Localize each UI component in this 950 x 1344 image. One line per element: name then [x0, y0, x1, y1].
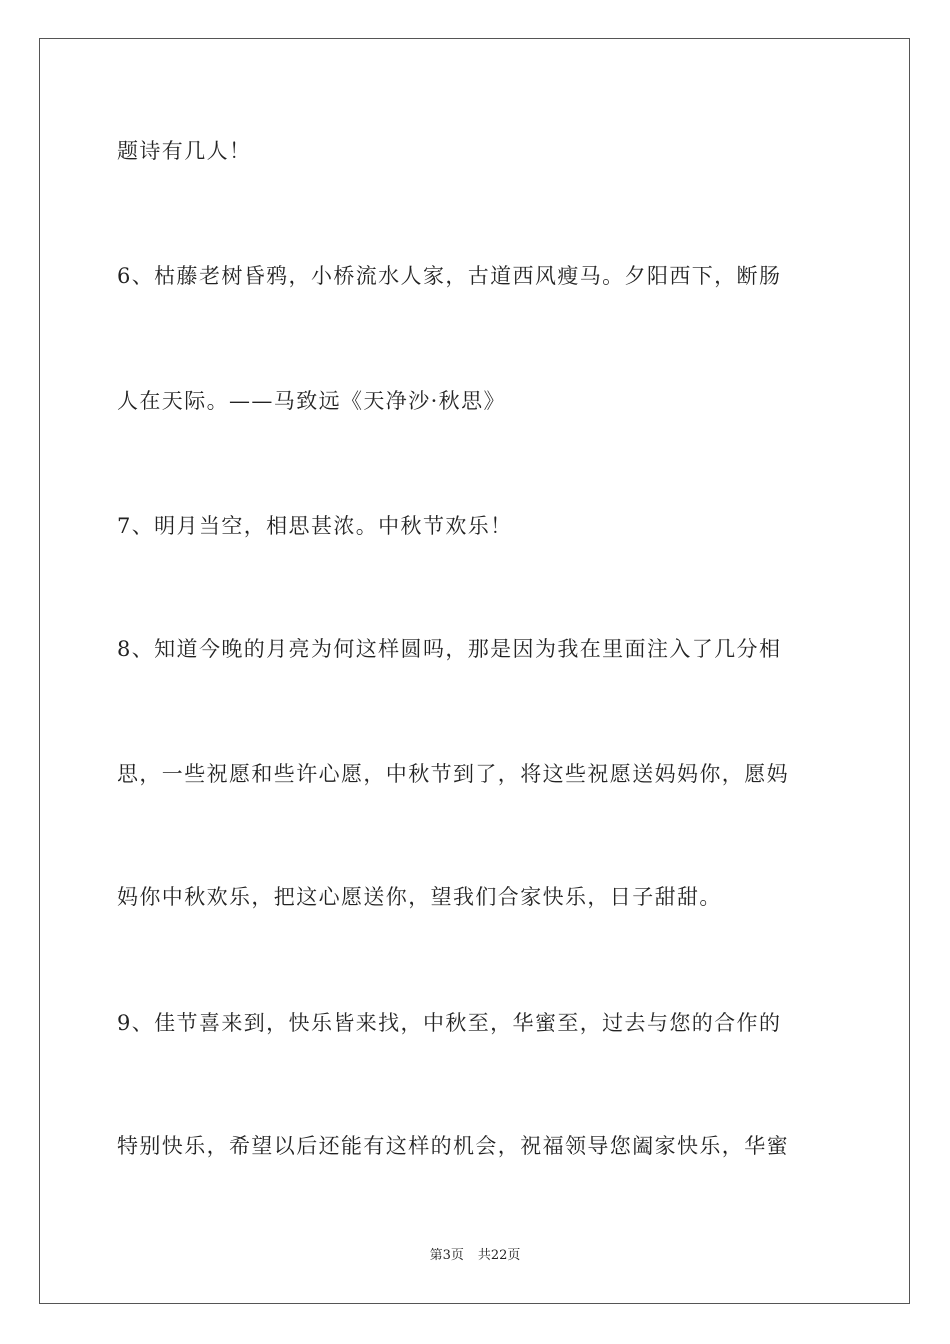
text-line-4: 7、明月当空，相思甚浓。中秋节欢乐！	[117, 514, 513, 538]
page-footer	[0, 1246, 950, 1266]
page-number: 第3页	[429, 1248, 464, 1263]
text-line-2: 6、枯藤老树昏鸦，小桥流水人家，古道西风瘦马。夕阳西下，断肠	[117, 264, 782, 288]
text-line-7: 妈你中秋欢乐，把这心愿送你，望我们合家快乐，日子甜甜。	[117, 885, 722, 909]
text-line-3: 人在天际。——马致远《天净沙·秋思》	[117, 389, 506, 413]
text-line-5: 8、知道今晚的月亮为何这样圆吗，那是因为我在里面注入了几分相	[117, 637, 782, 661]
text-line-6: 思，一些祝愿和些许心愿，中秋节到了，将这些祝愿送妈妈你，愿妈	[117, 762, 789, 786]
text-line-9: 特别快乐，希望以后还能有这样的机会，祝福领导您阖家快乐，华蜜	[117, 1134, 789, 1158]
text-line-1: 题诗有几人！	[117, 139, 252, 163]
page-total: 共22页	[477, 1248, 521, 1263]
text-line-8: 9、佳节喜来到，快乐皆来找，中秋至，华蜜至，过去与您的合作的	[117, 1011, 782, 1035]
page-frame	[39, 38, 910, 1304]
